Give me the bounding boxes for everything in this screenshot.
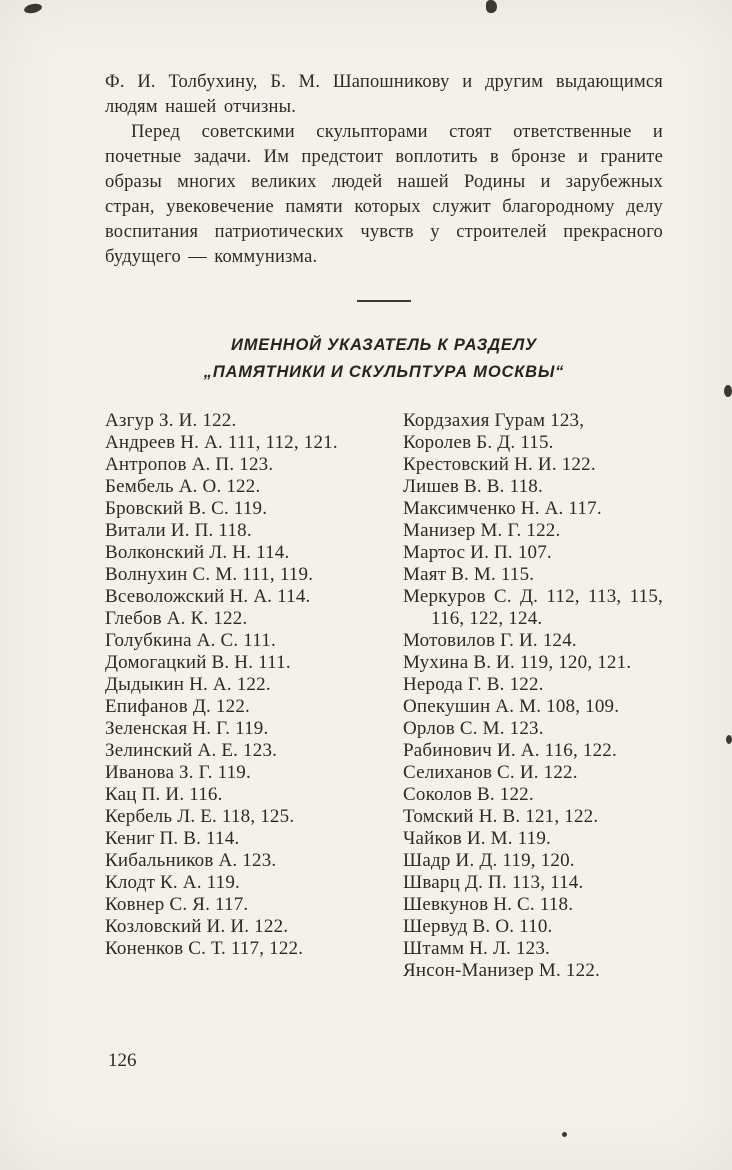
paragraph-continuation: Ф. И. Толбухину, Б. М. Шапошникову и другим выдающимся людям нашей отчизны. <box>105 72 663 117</box>
index-heading-line1: ИМЕННОЙ УКАЗАТЕЛЬ К РАЗДЕЛУ <box>231 336 537 354</box>
index-entry: Зеленская Н. Г. 119. <box>105 718 269 739</box>
index-entry: Антропов А. П. 123. <box>105 454 274 475</box>
index-entry: Шадр И. Д. 119, 120. <box>403 850 575 871</box>
index-entry: Королев Б. Д. 115. <box>403 432 554 453</box>
index-entry: Голубкина А. С. 111. <box>105 630 276 651</box>
index-entry: Кениг П. В. 114. <box>105 828 240 849</box>
index-entry: Зелинский А. Е. 123. <box>105 740 278 761</box>
index-entry: Глебов А. К. 122. <box>105 608 248 629</box>
index-entry: Орлов С. М. 123. <box>403 718 544 739</box>
index-entry: Мартос И. П. 107. <box>403 542 552 563</box>
index-entry: Ковнер С. Я. 117. <box>105 894 249 915</box>
index-entry: Шевкунов Н. С. 118. <box>403 894 574 915</box>
index-entry: Янсон-Манизер М. 122. <box>403 960 600 981</box>
index-entry: Штамм Н. Л. 123. <box>403 938 550 959</box>
index-entry: Кац П. И. 116. <box>105 784 223 805</box>
index-entry: Всеволожский Н. А. 114. <box>105 586 311 607</box>
name-index <box>105 410 663 982</box>
index-heading <box>105 332 663 386</box>
index-entry: Меркуров С. Д. 112, 113, 115, 116, 122, 124. <box>403 586 663 629</box>
index-entry: Бровский В. С. 119. <box>105 498 268 519</box>
index-entry: Иванова З. Г. 119. <box>105 762 251 783</box>
index-entry: Андреев Н. А. 111, 112, 121. <box>105 432 338 453</box>
index-left-column <box>105 410 357 982</box>
index-entry: Волнухин С. М. 111, 119. <box>105 564 314 585</box>
index-entry: Крестовский Н. И. 122. <box>403 454 596 475</box>
index-entry: Домогацкий В. Н. 111. <box>105 652 291 673</box>
index-entry: Томский Н. В. 121, 122. <box>403 806 599 827</box>
index-entry: Кербель Л. Е. 118, 125. <box>105 806 295 827</box>
page-content <box>105 0 663 982</box>
scan-artifact <box>23 2 42 15</box>
index-entry: Бембель А. О. 122. <box>105 476 261 497</box>
index-entry: Витали И. П. 118. <box>105 520 252 541</box>
index-entry: Волконский Л. Н. 114. <box>105 542 290 563</box>
index-entry: Шварц Д. П. 113, 114. <box>403 872 584 893</box>
index-entry: Кибальников А. 123. <box>105 850 277 871</box>
section-divider <box>357 300 411 302</box>
index-entry: Рабинович И. А. 116, 122. <box>403 740 617 761</box>
index-entry: Азгур З. И. 122. <box>105 410 237 431</box>
index-entry: Манизер М. Г. 122. <box>403 520 561 541</box>
index-entry: Мухина В. И. 119, 120, 121. <box>403 652 632 673</box>
index-entry: Селиханов С. И. 122. <box>403 762 578 783</box>
index-entry: Коненков С. Т. 117, 122. <box>105 938 304 959</box>
index-entry: Лишев В. В. 118. <box>403 476 543 497</box>
paragraph-sculptors-tasks: Перед советскими скульпторами стоят ответственные и почетные задачи. Им предстоит воплотить в бронзе и граните образы многих великих людей нашей Родины и зарубежных стран, увековечение памяти которых служит благородному делу воспитания патриотических чувств у строителей прекрасного будущего — коммунизма. <box>105 122 663 267</box>
scan-artifact <box>726 735 732 744</box>
index-entry: Максимченко Н. А. 117. <box>403 498 602 519</box>
index-entry: Шервуд В. О. 110. <box>403 916 553 937</box>
index-right-column <box>403 410 663 982</box>
index-heading-line2: „ПАМЯТНИКИ И СКУЛЬПТУРА МОСКВЫ“ <box>203 363 565 381</box>
index-entry: Дыдыкин Н. А. 122. <box>105 674 271 695</box>
index-entry: Опекушин А. М. 108, 109. <box>403 696 620 717</box>
index-entry: Маят В. М. 115. <box>403 564 535 585</box>
index-entry: Кордзахия Гурам 123, <box>403 410 585 431</box>
index-entry: Епифанов Д. 122. <box>105 696 250 717</box>
index-entry: Нерода Г. В. 122. <box>403 674 544 695</box>
index-entry: Чайков И. М. 119. <box>403 828 551 849</box>
index-entry: Соколов В. 122. <box>403 784 534 805</box>
index-entry: Мотовилов Г. И. 124. <box>403 630 577 651</box>
index-entry: Клодт К. А. 119. <box>105 872 240 893</box>
scan-artifact <box>562 1132 567 1137</box>
index-entry: Козловский И. И. 122. <box>105 916 289 937</box>
page-number: 126 <box>108 1050 137 1071</box>
scan-artifact <box>724 385 732 397</box>
